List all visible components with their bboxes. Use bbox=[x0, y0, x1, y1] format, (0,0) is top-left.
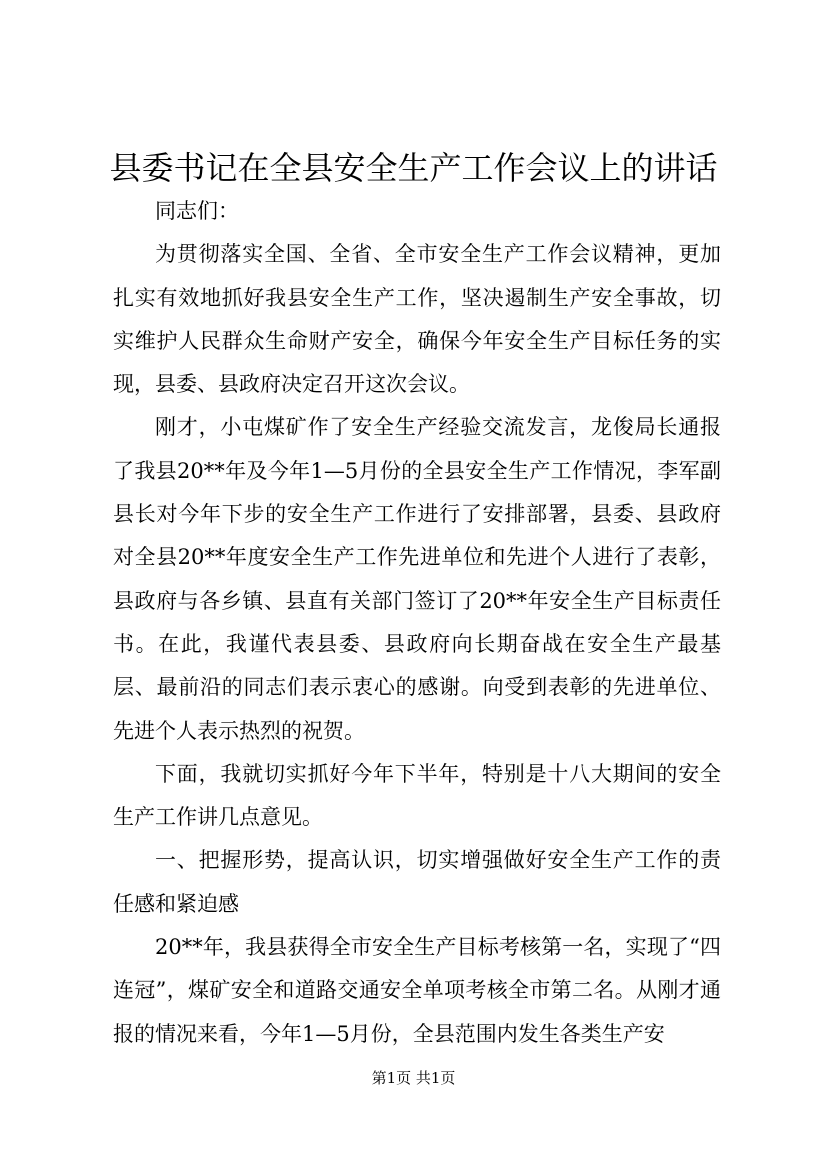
salutation-paragraph: 同志们： bbox=[155, 199, 239, 223]
body-paragraph: 下面，我就切实抓好今年下半年，特别是十八大期间的安全生产工作讲几点意见。 bbox=[113, 761, 721, 830]
page-footer: 第1页 共1页 bbox=[371, 1069, 456, 1087]
body-paragraph: 刚才，小屯煤矿作了安全生产经验交流发言，龙俊局长通报了我县20**年及今年1—5月份的全县安全生产工作情况，李军副县长对今年下步的安全生产工作进行了安排部署，县委、县政府对全县20**年度安全生产工作先进单位和先进个人进行了表彰，县政府与各乡镇、县直有关部门签订了20**年安全生产目标责任书。在此，我谨代表县委、县政府向长期奋战在安全生产最基层、最前沿的同志们表示衷心的感谢。向受到表彰的先进单位、先进个人表示热烈的祝贺。 bbox=[113, 415, 721, 743]
section-heading: 一、把握形势，提高认识，切实增强做好安全生产工作的责任感和紧迫感 bbox=[113, 848, 721, 916]
body-paragraph: 20**年，我县获得全市安全生产目标考核第一名，实现了“四连冠”，煤矿安全和道路交通安全单项考核全市第二名。从刚才通报的情况来看，今年1—5月份，全县范围内发生各类生产安 bbox=[113, 935, 721, 1046]
document-body bbox=[113, 190, 721, 1056]
body-paragraph: 为贯彻落实全国、全省、全市安全生产工作会议精神，更加扎实有效地抓好我县安全生产工作，坚决遏制生产安全事故，切实维护人民群众生命财产安全，确保今年安全生产目标任务的实现，县委、县政府决定召开这次会议。 bbox=[113, 242, 721, 397]
document-title: 县委书记在全县安全生产工作会议上的讲话 bbox=[109, 149, 718, 187]
